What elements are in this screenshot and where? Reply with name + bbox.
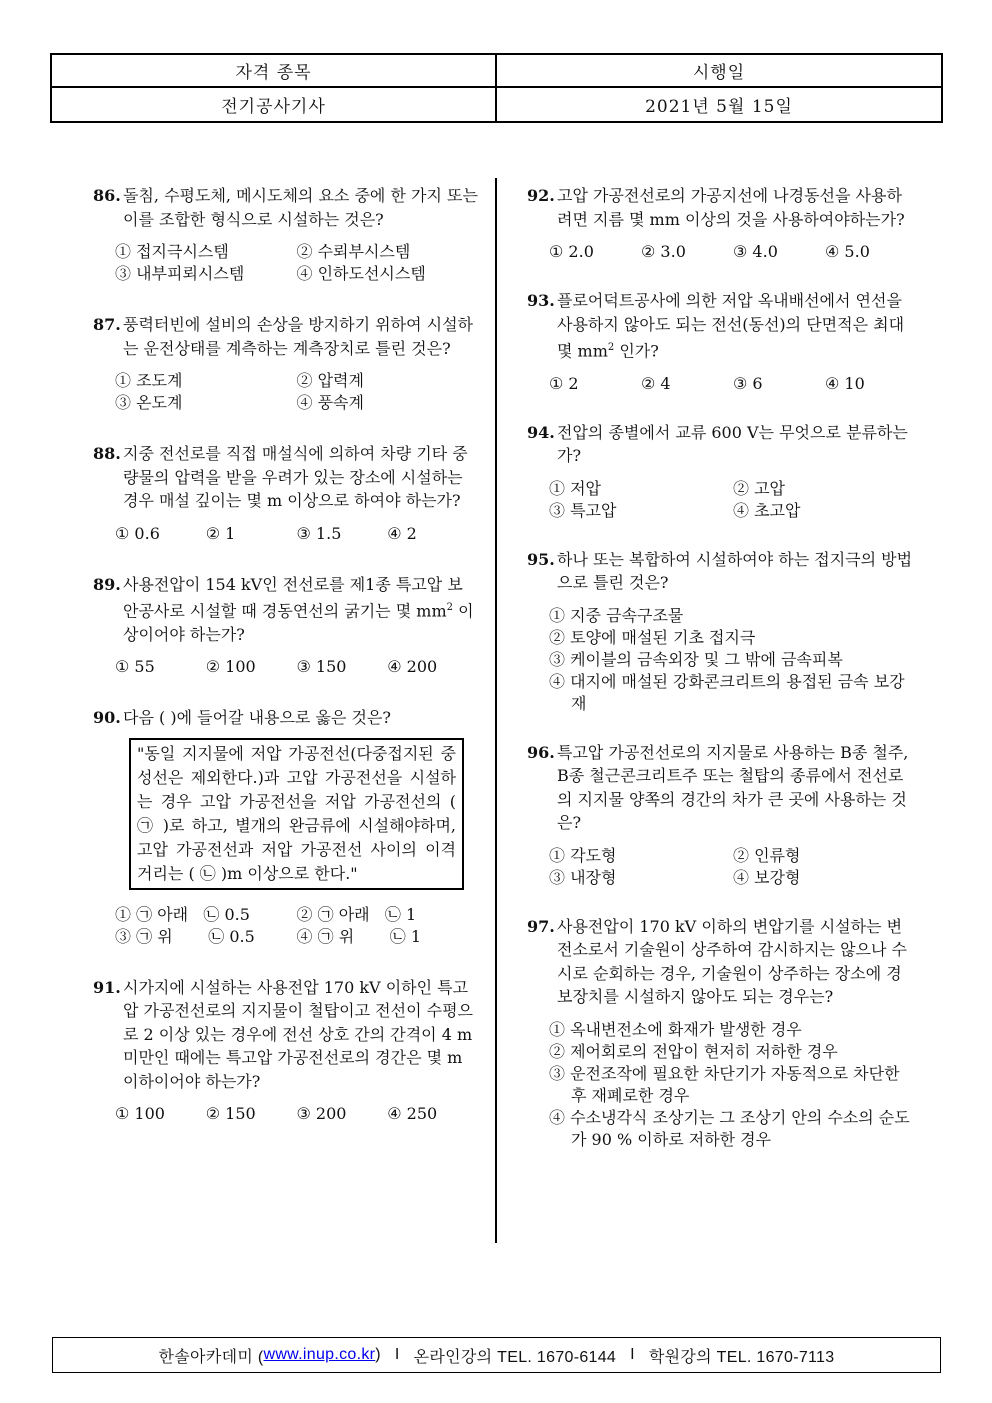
option: ③ 운전조작에 필요한 차단기가 자동적으로 차단한 후 재폐로한 경우 [549, 1063, 900, 1105]
question-number: 90. [93, 708, 121, 728]
question-text: 고압 가공전선로의 가공지선에 나경동선을 사용하려면 지름 몇 mm 이상의 것을 사용하여야하는가? [557, 186, 905, 229]
website-link[interactable]: www.inup.co.kr [263, 1346, 376, 1363]
question-94 [527, 421, 917, 522]
option: ② 150 [205, 1104, 256, 1124]
question-text: 플로어덕트공사에 의한 저압 옥내배선에서 연선을 사용하지 않아도 되는 전선(동선)의 단면적은 최대 몇 mm [557, 291, 905, 361]
option: ② 수뢰부시스템 [296, 242, 411, 261]
option: ① 100 [115, 1104, 165, 1124]
question-text: 다음 ( )에 들어갈 내용으로 옳은 것은? [123, 708, 391, 728]
question-87 [93, 313, 478, 414]
option: ① 저압 [549, 478, 601, 498]
question-number: 89. [93, 574, 121, 594]
options [527, 478, 917, 522]
question-number: 91. [93, 977, 121, 997]
option: ③ 1.5 [296, 523, 342, 543]
options [527, 241, 917, 263]
question-93 [527, 289, 917, 395]
question-number: 94. [527, 422, 555, 442]
academy-name: 한솔아카데미 ( [158, 1348, 264, 1366]
option: ① 0.6 [115, 523, 160, 543]
column-divider [495, 178, 497, 1243]
options [93, 241, 478, 285]
option: ① 조도계 [115, 371, 183, 390]
question-96 [527, 741, 917, 889]
option: ③ 200 [296, 1104, 347, 1124]
options [93, 523, 478, 545]
option: ③ 4.0 [733, 242, 778, 261]
question-text: 풍력터빈에 설비의 손상을 방지하기 위하여 시설하는 운전상태를 계측하는 계측장치로 틀린 것은? [123, 315, 474, 358]
option: ④ 보강형 [733, 867, 801, 887]
option: ③ 내장형 [549, 867, 617, 887]
option: ① 접지극시스템 [115, 242, 229, 261]
question-number: 88. [93, 444, 121, 463]
left-column [93, 184, 478, 1145]
question-text: 하나 또는 복합하여 시설하여야 하는 접지극의 방법으로 틀린 것은? [557, 549, 913, 593]
question-number: 87. [93, 315, 121, 334]
option: ④ ㉠ 위 ㉡ 1 [296, 926, 422, 946]
question-text-tail: 인가? [614, 341, 659, 361]
option: ③ 150 [296, 657, 347, 677]
option: ④ 인하도선시스템 [296, 264, 426, 283]
exam-header-table [50, 53, 943, 123]
question-number: 97. [527, 916, 555, 936]
option: ① 55 [115, 657, 155, 677]
options [527, 845, 917, 889]
option: ② 100 [205, 657, 256, 677]
option: ② 4 [641, 373, 671, 393]
option: ④ 5.0 [825, 242, 870, 261]
options [527, 373, 917, 395]
question-text: 특고압 가공전선로의 지지물로 사용하는 B종 철주, B종 철근콘크리트주 또는 철탑의 종류에서 전선로의 지지물 양쪽의 경간의 차가 큰 곳에 사용하는 것은? [557, 742, 909, 833]
academy-suffix: ) [375, 1346, 381, 1363]
superscript: 2 [446, 602, 453, 613]
superscript: 2 [607, 342, 615, 353]
header-subject-label: 자격 종목 [52, 55, 497, 88]
question-95 [527, 548, 917, 715]
right-column [527, 184, 917, 1171]
option: ③ 내부피뢰시스템 [115, 264, 245, 283]
question-text-tail: 이상이어야 하는가? [123, 601, 474, 644]
option: ③ 6 [733, 373, 763, 393]
options [93, 370, 478, 414]
option: ③ 온도계 [115, 393, 183, 412]
option: ④ 200 [387, 657, 438, 677]
option: ② 제어회로의 전압이 현저히 저하한 경우 [549, 1041, 838, 1061]
option: ③ 특고압 [549, 500, 617, 520]
question-text: 시가지에 시설하는 사용전압 170 kV 이하인 특고압 가공전선로의 지지물이 철탑이고 전선이 수평으로 2 이상 있는 경우에 전선 상호 간의 간격이 4 m 미만인 때에는 특고압 가공전선로의 경간은 몇 m 이하이어야 하는가? [123, 977, 474, 1091]
option: ① 옥내변전소에 화재가 발생한 경우 [549, 1019, 802, 1039]
question-91 [93, 976, 478, 1126]
options [527, 1019, 917, 1151]
header-date-label: 시행일 [497, 55, 941, 88]
question-92 [527, 184, 917, 263]
option: ① 각도형 [549, 845, 617, 865]
option: ② 인류형 [733, 845, 801, 865]
option: ③ ㉠ 위 ㉡ 0.5 [115, 926, 255, 946]
option: ④ 수소냉각식 조상기는 그 조상기 안의 수소의 순도가 90 % 이하로 저하한 경우 [549, 1107, 910, 1149]
separator: I [630, 1346, 635, 1363]
option: ② 1 [205, 523, 236, 543]
question-number: 93. [527, 291, 555, 310]
online-lecture-tel: 온라인강의 TEL. 1670-6144 [413, 1348, 617, 1366]
option: ④ 10 [825, 373, 865, 393]
question-text: 돌침, 수평도체, 메시도체의 요소 중에 한 가지 또는 이를 조합한 형식으로 시설하는 것은? [123, 186, 478, 229]
option: ① ㉠ 아래 ㉡ 0.5 [115, 904, 250, 924]
question-88 [93, 442, 478, 545]
options [93, 1103, 478, 1125]
option: ② 토양에 매설된 기초 접지극 [549, 627, 756, 647]
option: ② ㉠ 아래 ㉡ 1 [296, 904, 417, 924]
option: ② 고압 [733, 478, 785, 498]
option: ④ 풍속계 [296, 393, 364, 412]
question-86 [93, 184, 478, 285]
options [527, 605, 917, 715]
separator: I [394, 1346, 400, 1363]
option: ② 압력계 [296, 371, 364, 390]
quoted-passage-box: "동일 지지물에 저압 가공전선(다중접지된 중성선은 제외한다.)과 고압 가공전선을 시설하는 경우 고압 가공전선을 저압 가공전선의 ( ㉠ )로 하고, 별개의 완금류에 시설해야하며, 고압 가공전선과 저압 가공전선 사이의 이격거리는 ( ㉡ )m 이상으로 한다." [129, 738, 464, 890]
question-number: 96. [527, 742, 555, 762]
option: ③ 케이블의 금속외장 및 그 밖에 금속피복 [549, 649, 843, 669]
option: ① 2.0 [549, 242, 594, 261]
header-subject-value: 전기공사기사 [52, 88, 497, 121]
option: ④ 대지에 매설된 강화콘크리트의 용접된 금속 보강재 [549, 671, 905, 713]
question-number: 86. [93, 186, 121, 205]
header-date-value: 2021년 5월 15일 [645, 97, 793, 117]
option: ④ 2 [387, 523, 417, 543]
option: ④ 초고압 [733, 500, 801, 520]
option: ② 3.0 [641, 242, 686, 261]
question-text: 전압의 종별에서 교류 600 V는 무엇으로 분류하는가? [557, 422, 908, 466]
option: ④ 250 [387, 1104, 438, 1124]
question-90 [93, 706, 478, 948]
offline-lecture-tel: 학원강의 TEL. 1670-7113 [648, 1348, 835, 1366]
option: ① 2 [549, 373, 579, 393]
options [93, 656, 478, 678]
question-89 [93, 573, 478, 679]
question-text: 사용전압이 170 kV 이하의 변압기를 시설하는 변전소로서 기술원이 상주하여 감시하지는 않으나 수시로 순회하는 경우, 기술원이 상주하는 장소에 경보장치를 시설하지 않아도 되는 경우는? [557, 916, 908, 1007]
question-97 [527, 915, 917, 1151]
question-text: 지중 전선로를 직접 매설식에 의하여 차량 기타 중량물의 압력을 받을 우려가 있는 장소에 시설하는 경우 매설 깊이는 몇 m 이상으로 하여야 하는가? [123, 444, 468, 510]
option: ① 지중 금속구조물 [549, 605, 684, 625]
options [93, 904, 478, 948]
question-number: 92. [527, 186, 555, 205]
question-number: 95. [527, 549, 555, 569]
footer-bar [52, 1337, 941, 1373]
question-text: 사용전압이 154 kV인 전선로를 제1종 특고압 보안공사로 시설할 때 경동연선의 굵기는 몇 mm [123, 574, 463, 621]
